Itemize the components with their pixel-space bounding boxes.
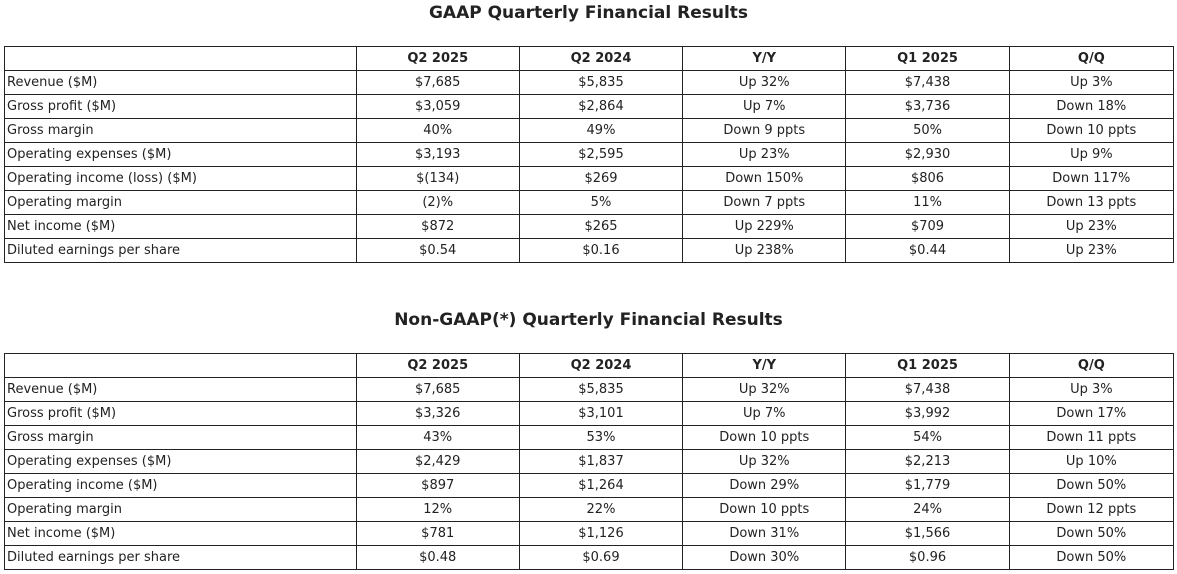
table-row <box>5 522 1174 546</box>
qoq-cell: Down 50% <box>1009 474 1173 498</box>
nongaap-table-title: Non-GAAP(*) Quarterly Financial Results <box>394 310 783 330</box>
table-row <box>5 215 1174 239</box>
header-cell-qoq: Q/Q <box>1009 354 1173 378</box>
q2-2025-cell: $7,685 <box>356 71 519 95</box>
q1-2025-cell: 54% <box>846 426 1009 450</box>
table-row <box>5 498 1174 522</box>
table-row <box>5 402 1174 426</box>
q2-2024-cell: $269 <box>519 167 682 191</box>
qoq-cell: Up 10% <box>1009 450 1173 474</box>
q2-2025-cell: $897 <box>356 474 519 498</box>
qoq-cell: Down 10 ppts <box>1009 119 1173 143</box>
q1-2025-cell: $2,930 <box>846 143 1009 167</box>
q2-2025-cell: $0.48 <box>356 546 519 570</box>
q2-2025-cell: $3,326 <box>356 402 519 426</box>
q1-2025-cell: $7,438 <box>846 71 1009 95</box>
metric-cell: Operating margin <box>5 191 357 215</box>
qoq-cell: Down 117% <box>1009 167 1173 191</box>
q2-2024-cell: $2,864 <box>519 95 682 119</box>
q1-2025-cell: $3,992 <box>846 402 1009 426</box>
metric-cell: Gross margin <box>5 426 357 450</box>
header-cell-yoy: Y/Y <box>683 47 846 71</box>
q2-2024-cell: 5% <box>519 191 682 215</box>
q1-2025-cell: $3,736 <box>846 95 1009 119</box>
q1-2025-cell: 50% <box>846 119 1009 143</box>
q2-2024-cell: $0.69 <box>519 546 682 570</box>
yoy-cell: Down 9 ppts <box>683 119 846 143</box>
qoq-cell: Up 3% <box>1009 378 1173 402</box>
q2-2025-cell: $3,059 <box>356 95 519 119</box>
q1-2025-cell: $709 <box>846 215 1009 239</box>
q2-2024-cell: 49% <box>519 119 682 143</box>
qoq-cell: Down 50% <box>1009 546 1173 570</box>
gaap-results-table <box>4 46 1174 263</box>
table-header-row <box>5 47 1174 71</box>
metric-cell: Operating income ($M) <box>5 474 357 498</box>
q2-2025-cell: $3,193 <box>356 143 519 167</box>
metric-cell: Operating expenses ($M) <box>5 143 357 167</box>
table-row <box>5 95 1174 119</box>
metric-cell: Gross margin <box>5 119 357 143</box>
table-header-row <box>5 354 1174 378</box>
header-cell-q2-2024: Q2 2024 <box>519 47 682 71</box>
metric-cell: Gross profit ($M) <box>5 95 357 119</box>
metric-cell: Net income ($M) <box>5 522 357 546</box>
q2-2025-cell: 43% <box>356 426 519 450</box>
q2-2024-cell: $3,101 <box>519 402 682 426</box>
metric-cell: Revenue ($M) <box>5 378 357 402</box>
table-row <box>5 474 1174 498</box>
q1-2025-cell: 11% <box>846 191 1009 215</box>
table-row <box>5 119 1174 143</box>
q2-2024-cell: 22% <box>519 498 682 522</box>
table-row <box>5 426 1174 450</box>
qoq-cell: Up 23% <box>1009 239 1173 263</box>
table-row <box>5 378 1174 402</box>
yoy-cell: Down 30% <box>683 546 846 570</box>
qoq-cell: Up 3% <box>1009 71 1173 95</box>
yoy-cell: Down 150% <box>683 167 846 191</box>
gaap-table-title: GAAP Quarterly Financial Results <box>428 3 749 23</box>
table-row <box>5 191 1174 215</box>
q2-2024-cell: $5,835 <box>519 378 682 402</box>
q2-2025-cell: (2)% <box>356 191 519 215</box>
metric-cell: Diluted earnings per share <box>5 546 357 570</box>
qoq-cell: Down 17% <box>1009 402 1173 426</box>
header-cell-metric <box>5 354 357 378</box>
yoy-cell: Down 29% <box>683 474 846 498</box>
header-cell-metric <box>5 47 357 71</box>
table-row <box>5 450 1174 474</box>
q2-2024-cell: $1,264 <box>519 474 682 498</box>
metric-cell: Gross profit ($M) <box>5 402 357 426</box>
header-cell-qoq: Q/Q <box>1009 47 1173 71</box>
table-row <box>5 71 1174 95</box>
q1-2025-cell: $7,438 <box>846 378 1009 402</box>
header-cell-q2-2025: Q2 2025 <box>356 354 519 378</box>
metric-cell: Operating expenses ($M) <box>5 450 357 474</box>
yoy-cell: Up 7% <box>683 95 846 119</box>
q2-2025-cell: $0.54 <box>356 239 519 263</box>
qoq-cell: Down 12 ppts <box>1009 498 1173 522</box>
q2-2024-cell: $5,835 <box>519 71 682 95</box>
qoq-cell: Up 9% <box>1009 143 1173 167</box>
q2-2024-cell: $1,837 <box>519 450 682 474</box>
yoy-cell: Up 23% <box>683 143 846 167</box>
yoy-cell: Up 238% <box>683 239 846 263</box>
table-row <box>5 143 1174 167</box>
table-row <box>5 239 1174 263</box>
header-cell-q2-2024: Q2 2024 <box>519 354 682 378</box>
yoy-cell: Up 229% <box>683 215 846 239</box>
q1-2025-cell: $806 <box>846 167 1009 191</box>
qoq-cell: Down 13 ppts <box>1009 191 1173 215</box>
table-row <box>5 167 1174 191</box>
qoq-cell: Down 11 ppts <box>1009 426 1173 450</box>
qoq-cell: Down 50% <box>1009 522 1173 546</box>
q1-2025-cell: $0.96 <box>846 546 1009 570</box>
yoy-cell: Up 7% <box>683 402 846 426</box>
q2-2024-cell: $2,595 <box>519 143 682 167</box>
metric-cell: Operating margin <box>5 498 357 522</box>
q1-2025-cell: 24% <box>846 498 1009 522</box>
metric-cell: Operating income (loss) ($M) <box>5 167 357 191</box>
q2-2025-cell: $872 <box>356 215 519 239</box>
qoq-cell: Up 23% <box>1009 215 1173 239</box>
yoy-cell: Down 10 ppts <box>683 426 846 450</box>
metric-cell: Net income ($M) <box>5 215 357 239</box>
yoy-cell: Down 31% <box>683 522 846 546</box>
header-cell-q1-2025: Q1 2025 <box>846 354 1009 378</box>
q2-2025-cell: $781 <box>356 522 519 546</box>
yoy-cell: Down 10 ppts <box>683 498 846 522</box>
qoq-cell: Down 18% <box>1009 95 1173 119</box>
q2-2025-cell: 12% <box>356 498 519 522</box>
yoy-cell: Up 32% <box>683 71 846 95</box>
header-cell-yoy: Y/Y <box>683 354 846 378</box>
yoy-cell: Up 32% <box>683 450 846 474</box>
q2-2025-cell: $7,685 <box>356 378 519 402</box>
q2-2025-cell: 40% <box>356 119 519 143</box>
q2-2024-cell: $1,126 <box>519 522 682 546</box>
nongaap-results-table <box>4 353 1174 570</box>
q2-2025-cell: $2,429 <box>356 450 519 474</box>
q2-2025-cell: $(134) <box>356 167 519 191</box>
q2-2024-cell: $0.16 <box>519 239 682 263</box>
table-row <box>5 546 1174 570</box>
q1-2025-cell: $1,566 <box>846 522 1009 546</box>
q2-2024-cell: 53% <box>519 426 682 450</box>
yoy-cell: Up 32% <box>683 378 846 402</box>
header-cell-q1-2025: Q1 2025 <box>846 47 1009 71</box>
metric-cell: Revenue ($M) <box>5 71 357 95</box>
q1-2025-cell: $1,779 <box>846 474 1009 498</box>
q1-2025-cell: $0.44 <box>846 239 1009 263</box>
q1-2025-cell: $2,213 <box>846 450 1009 474</box>
metric-cell: Diluted earnings per share <box>5 239 357 263</box>
q2-2024-cell: $265 <box>519 215 682 239</box>
yoy-cell: Down 7 ppts <box>683 191 846 215</box>
header-cell-q2-2025: Q2 2025 <box>356 47 519 71</box>
